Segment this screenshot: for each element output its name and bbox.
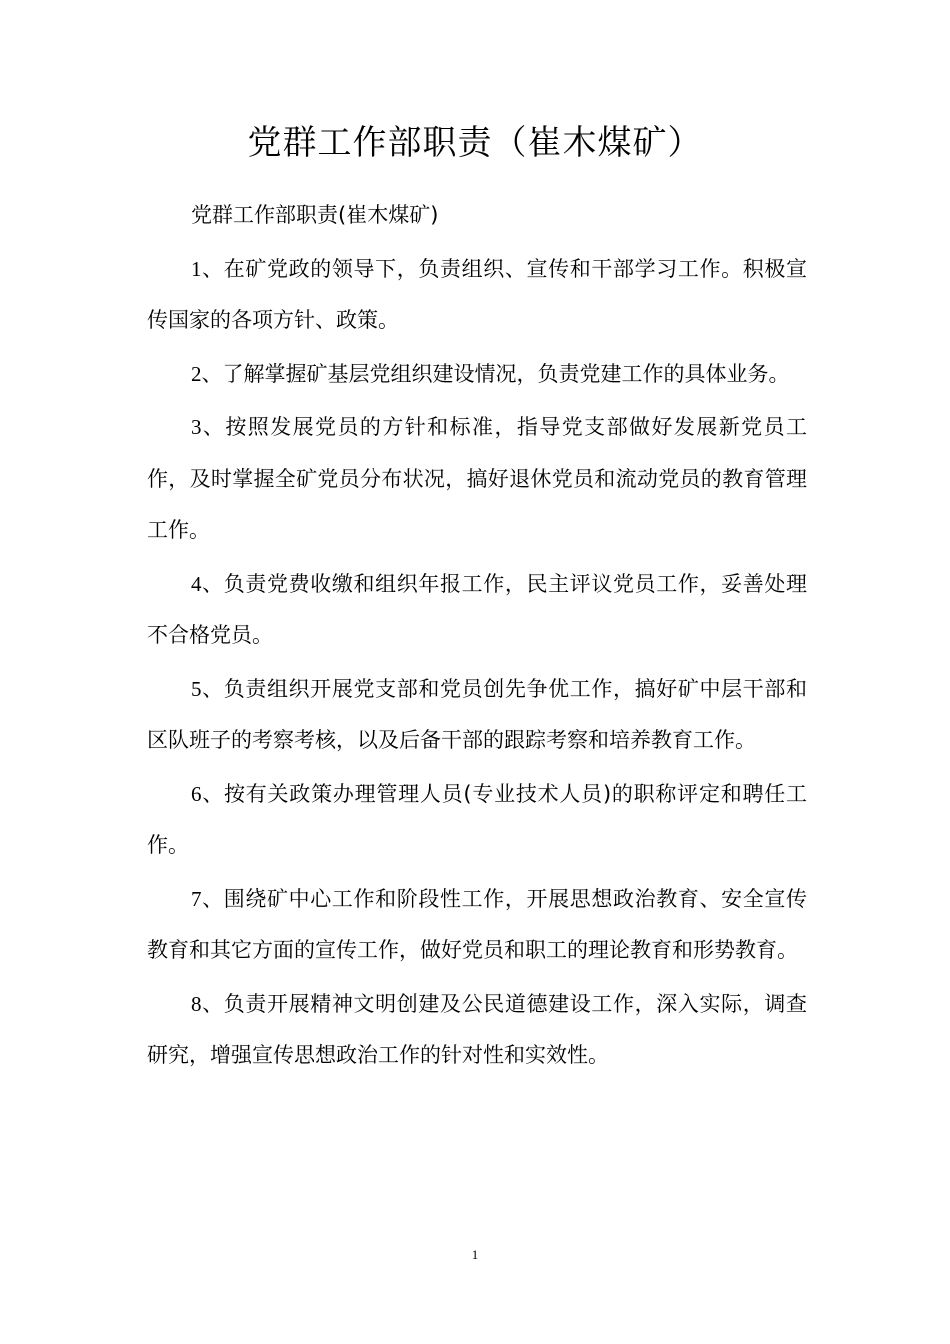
document-title: 党群工作部职责（崔木煤矿） [247, 123, 703, 163]
item-number: 1 [191, 256, 202, 281]
item-number: 3 [191, 415, 202, 439]
item-text: 、负责党费收缴和组织年报工作，民主评议党员工作，妥善处理不合格党员。 [147, 571, 807, 647]
item-text: 、按有关政策办理管理人员(专业技术人员)的职称评定和聘任工作。 [147, 781, 807, 857]
duty-item-2 [147, 349, 807, 401]
item-text: 、了解掌握矿基层党组织建设情况，负责党建工作的具体业务。 [201, 361, 790, 386]
item-text: 、按照发展党员的方针和标准，指导党支部做好发展新党员工作，及时掌握全矿党员分布状况，搞好退休党员和流动党员的教育管理工作。 [147, 415, 807, 542]
duty-item-3 [147, 402, 807, 557]
duty-item-5 [147, 664, 807, 767]
duty-item-6 [147, 769, 807, 872]
page-number: 1 [471, 1247, 479, 1262]
duty-item-8 [147, 979, 807, 1082]
duty-item-7 [147, 874, 807, 977]
duty-item-1 [147, 244, 807, 347]
duty-item-4 [147, 559, 807, 662]
item-text: 、负责开展精神文明创建及公民道德建设工作，深入实际，调查研究，增强宣传思想政治工作的针对性和实效性。 [147, 991, 807, 1067]
item-number: 5 [191, 676, 202, 701]
item-text: 、围绕矿中心工作和阶段性工作，开展思想政治教育、安全宣传教育和其它方面的宣传工作，做好党员和职工的理论教育和形势教育。 [147, 886, 807, 962]
item-number: 8 [191, 991, 202, 1016]
item-number: 7 [191, 886, 202, 911]
item-number: 4 [191, 571, 202, 596]
item-number: 2 [191, 361, 202, 386]
item-text: 、在矿党政的领导下，负责组织、宣传和干部学习工作。积极宣传国家的各项方针、政策。 [147, 256, 807, 332]
subtitle-paragraph: 党群工作部职责(崔木煤矿) [191, 203, 439, 227]
item-number: 6 [191, 781, 202, 806]
document-body [147, 190, 807, 1084]
item-text: 、负责组织开展党支部和党员创先争优工作，搞好矿中层干部和区队班子的考察考核，以及后备干部的跟踪考察和培养教育工作。 [147, 676, 807, 752]
